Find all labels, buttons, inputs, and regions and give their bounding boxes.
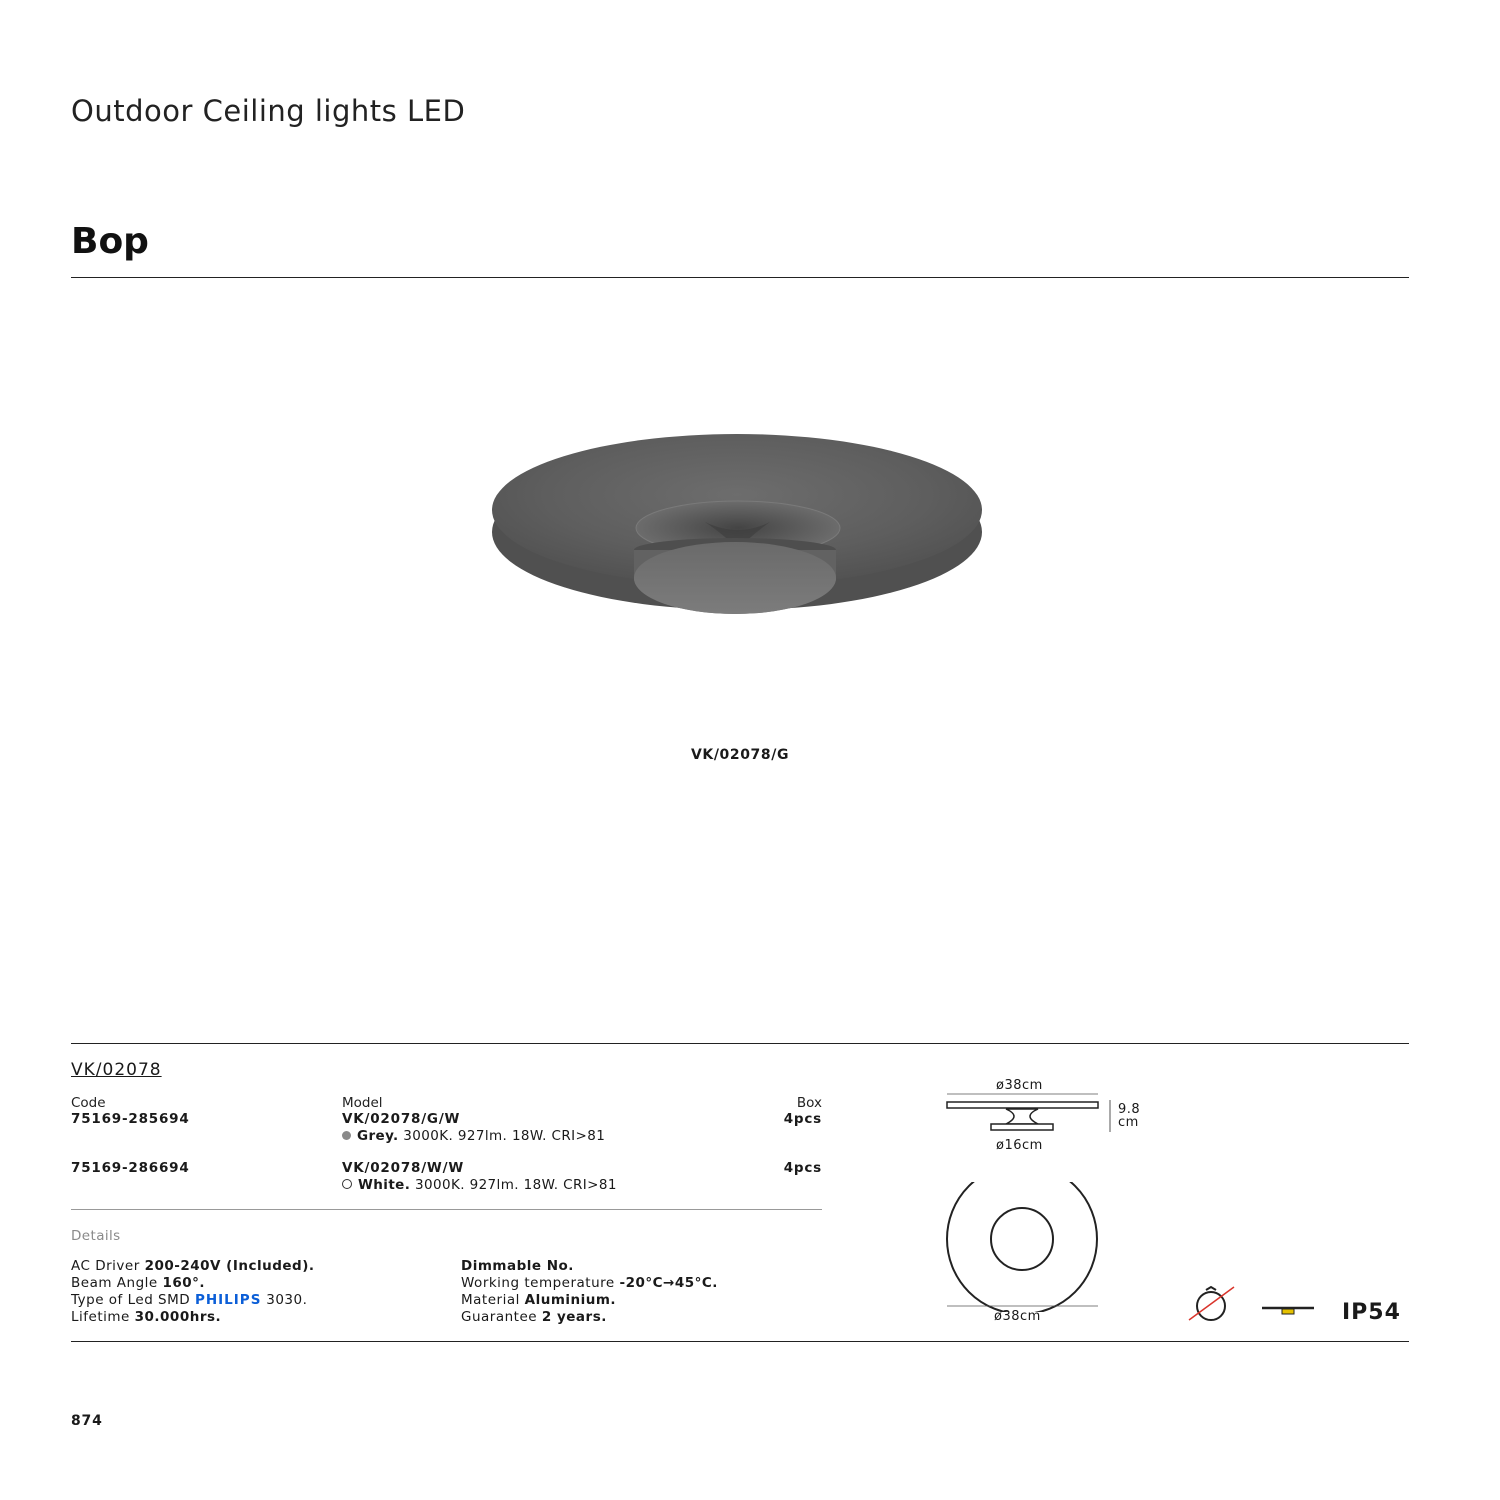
side-top-diameter-label: ø38cm bbox=[996, 1078, 1043, 1093]
detail-beam-angle: Beam Angle 160°. bbox=[71, 1275, 206, 1291]
header-divider bbox=[71, 277, 1409, 278]
spec-bottom-divider bbox=[71, 1341, 1409, 1342]
page-number: 874 bbox=[71, 1413, 103, 1429]
ip-rating-badge: IP54 bbox=[1342, 1300, 1401, 1325]
row-1-finish: Grey. bbox=[357, 1128, 399, 1144]
top-view-diameter-label: ø38cm bbox=[994, 1309, 1041, 1324]
product-image bbox=[480, 420, 1000, 640]
detail-led-type: Type of Led SMD PHILIPS 3030. bbox=[71, 1292, 308, 1308]
row-2-model: VK/02078/W/W bbox=[342, 1160, 465, 1176]
row-1-model: VK/02078/G/W bbox=[342, 1111, 461, 1127]
details-divider bbox=[71, 1209, 822, 1210]
category-title: Outdoor Ceiling lights LED bbox=[71, 94, 466, 128]
non-dimmable-icon bbox=[1186, 1284, 1238, 1324]
top-view-drawing bbox=[940, 1182, 1105, 1312]
ceiling-mount-icon bbox=[1260, 1300, 1316, 1322]
detail-guarantee: Guarantee 2 years. bbox=[461, 1309, 607, 1325]
height-dimension-label: 9.8 cm bbox=[1118, 1102, 1141, 1130]
row-2-finish: White. bbox=[358, 1177, 411, 1193]
row-2-code: 75169-286694 bbox=[71, 1160, 190, 1176]
row-2-specs bbox=[342, 1177, 617, 1193]
detail-lifetime: Lifetime 30.000hrs. bbox=[71, 1309, 222, 1325]
philips-brand: PHILIPS bbox=[194, 1292, 262, 1308]
side-bottom-diameter-label: ø16cm bbox=[996, 1138, 1043, 1153]
code-column-header: Code bbox=[71, 1095, 106, 1111]
model-column-header: Model bbox=[342, 1095, 383, 1111]
image-caption: VK/02078/G bbox=[690, 747, 790, 763]
side-view-drawing bbox=[940, 1092, 1120, 1142]
detail-ac-driver: AC Driver 200-240V (Included). bbox=[71, 1258, 315, 1274]
detail-working-temperature: Working temperature -20°C→45°C. bbox=[461, 1275, 718, 1291]
details-right-column bbox=[461, 1258, 718, 1326]
detail-dimmable: Dimmable No. bbox=[461, 1258, 574, 1274]
row-2-box: 4pcs bbox=[783, 1160, 822, 1176]
detail-material: Material Aluminium. bbox=[461, 1292, 617, 1308]
row-1-spec-values: 3000K. 927lm. 18W. CRI>81 bbox=[403, 1128, 606, 1144]
box-column-header: Box bbox=[796, 1095, 822, 1111]
details-left-column bbox=[71, 1258, 315, 1326]
white-swatch-icon bbox=[342, 1179, 352, 1189]
product-title: Bop bbox=[71, 221, 149, 262]
row-2-spec-values: 3000K. 927lm. 18W. CRI>81 bbox=[414, 1177, 617, 1193]
spec-top-divider bbox=[71, 1043, 1409, 1044]
row-1-specs bbox=[342, 1128, 605, 1144]
row-1-code: 75169-285694 bbox=[71, 1111, 190, 1127]
row-1-box: 4pcs bbox=[783, 1111, 822, 1127]
details-label: Details bbox=[71, 1228, 121, 1244]
model-family-heading: VK/02078 bbox=[71, 1060, 162, 1080]
grey-swatch-icon bbox=[342, 1131, 351, 1140]
